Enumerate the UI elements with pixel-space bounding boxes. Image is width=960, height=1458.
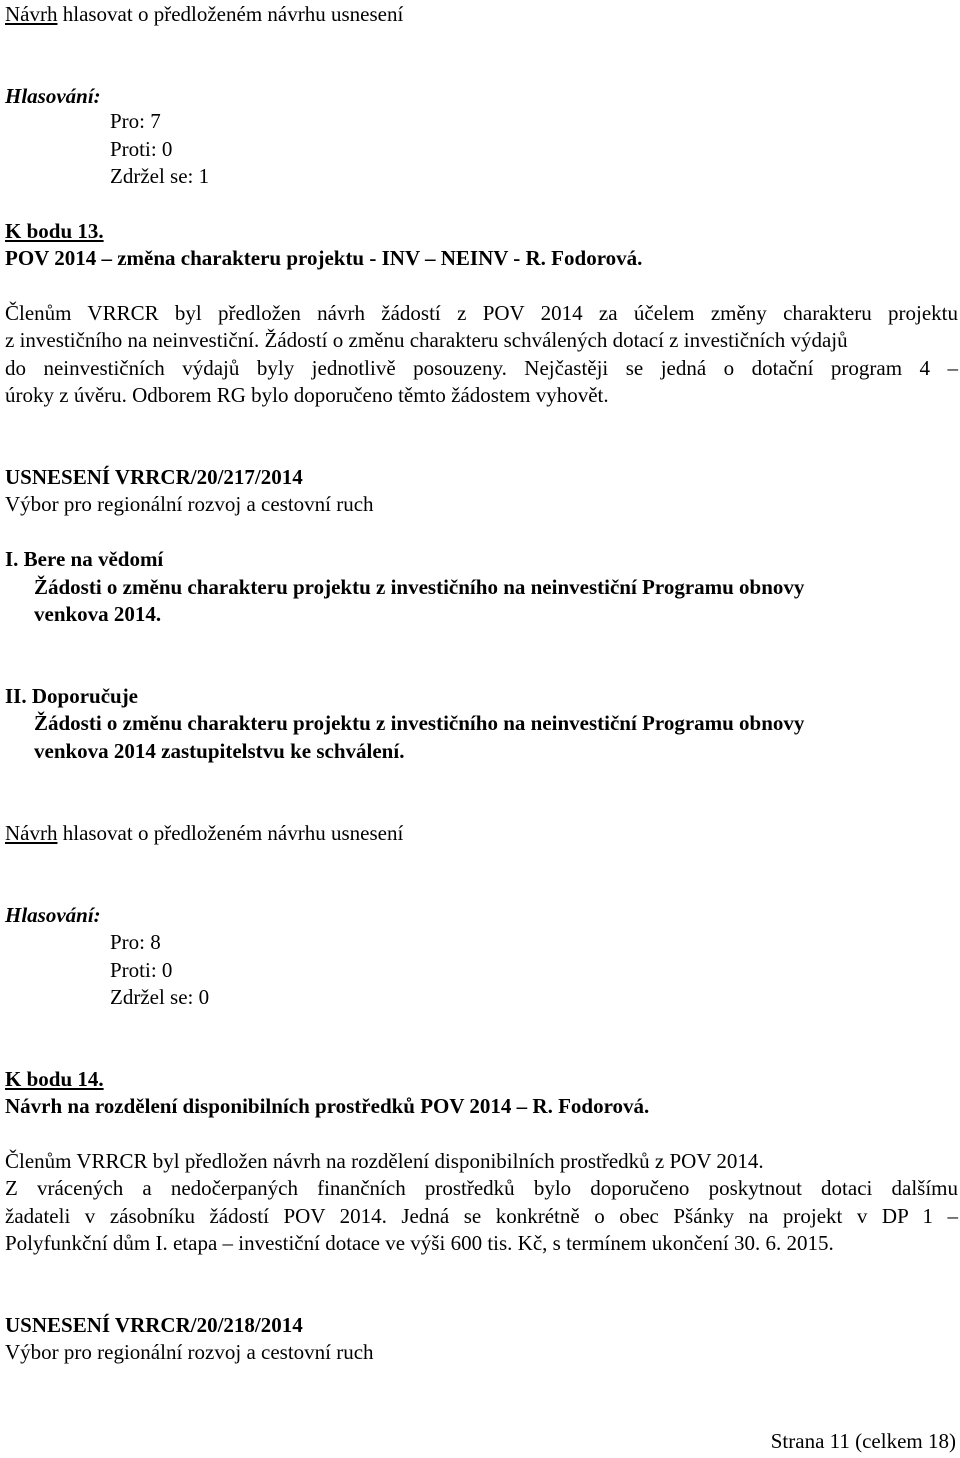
body-line: do neinvestičních výdajů byly jednotlivě posouzeny. Nejčastěji se jedná o dotační program 4 – xyxy=(5,356,958,380)
vote-zdrzel: Zdržel se: 0 xyxy=(110,985,210,1009)
page-number: Strana 11 (celkem 18) xyxy=(770,1429,956,1453)
item-title: POV 2014 – změna charakteru projektu - INV – NEINV - R. Fodorová. xyxy=(5,246,643,270)
proposal-text: hlasovat o předloženém návrhu usnesení xyxy=(57,2,404,26)
vote-proposal-line xyxy=(5,2,403,26)
section-text: venkova 2014 zastupitelstvu ke schválení. xyxy=(34,739,405,763)
body-line: z investičního na neinvestiční. Žádostí o změnu charakteru schválených dotací z investičních výdajů xyxy=(5,328,848,352)
vote-proti: Proti: 0 xyxy=(110,137,173,161)
vote-proti: Proti: 0 xyxy=(110,958,173,982)
vote-pro: Pro: 8 xyxy=(110,930,161,954)
vote-pro: Pro: 7 xyxy=(110,109,161,133)
body-line: Členům VRRCR byl předložen návrh žádostí z POV 2014 za účelem změny charakteru projektu xyxy=(5,301,958,325)
proposal-prefix: Návrh xyxy=(5,2,58,26)
committee-name: Výbor pro regionální rozvoj a cestovní ruch xyxy=(5,492,374,516)
body-line: žadateli v zásobníku žádostí POV 2014. Jedná se konkrétně o obec Pšánky na projekt v DP 1 – xyxy=(5,1204,958,1228)
body-line: Členům VRRCR byl předložen návrh na rozdělení disponibilních prostředků z POV 2014. xyxy=(5,1149,764,1173)
body-line: úroky z úvěru. Odborem RG bylo doporučeno těmto žádostem vyhovět. xyxy=(5,383,609,407)
proposal-prefix: Návrh xyxy=(5,821,58,845)
item-label: K bodu 14. xyxy=(5,1067,104,1091)
resolution-id: USNESENÍ VRRCR/20/218/2014 xyxy=(5,1313,303,1337)
body-line: Z vrácených a nedočerpaných finančních prostředků bylo doporučeno poskytnout dotaci dalšímu xyxy=(5,1176,958,1200)
item-label: K bodu 13. xyxy=(5,219,104,243)
committee-name: Výbor pro regionální rozvoj a cestovní ruch xyxy=(5,1340,374,1364)
proposal-text: hlasovat o předloženém návrhu usnesení xyxy=(57,821,404,845)
vote-proposal-line xyxy=(5,821,403,845)
body-line: Polyfunkční dům I. etapa – investiční dotace ve výši 600 tis. Kč, s termínem ukončení 30. 6. 2015. xyxy=(5,1231,834,1255)
item-title: Návrh na rozdělení disponibilních prostředků POV 2014 – R. Fodorová. xyxy=(5,1094,650,1118)
section-label: I. Bere na vědomí xyxy=(5,547,164,571)
vote-zdrzel: Zdržel se: 1 xyxy=(110,164,210,188)
section-label: II. Doporučuje xyxy=(5,684,139,708)
resolution-id: USNESENÍ VRRCR/20/217/2014 xyxy=(5,465,303,489)
section-text: venkova 2014. xyxy=(34,602,162,626)
voting-heading: Hlasování: xyxy=(5,903,101,927)
voting-heading: Hlasování: xyxy=(5,84,101,108)
section-text: Žádosti o změnu charakteru projektu z investičního na neinvestiční Programu obnovy xyxy=(34,575,805,599)
section-text: Žádosti o změnu charakteru projektu z investičního na neinvestiční Programu obnovy xyxy=(34,711,805,735)
